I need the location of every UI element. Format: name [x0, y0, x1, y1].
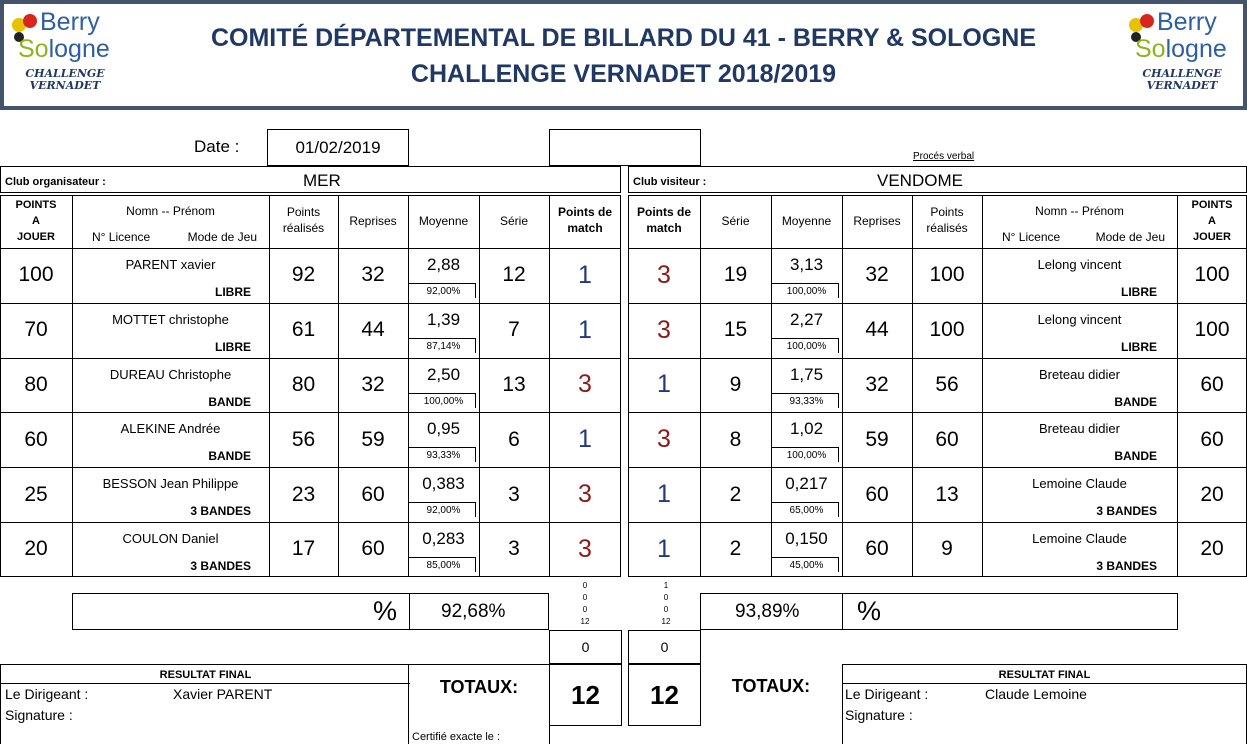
game-mode: 3 BANDES — [190, 504, 251, 519]
away-result-box — [842, 664, 1247, 744]
header-text: Points de — [557, 205, 612, 219]
points-scored: 80 — [291, 372, 316, 396]
moyenne-cell — [771, 412, 842, 467]
reprises-value: 60 — [865, 482, 889, 506]
home-totaux-label: TOTAUX: — [439, 677, 519, 697]
header-text: Points de — [636, 205, 691, 219]
proces-verbal-label: Procés verbal — [913, 151, 975, 162]
home-club-label: Club organisateur : — [5, 176, 106, 188]
moyenne-cell — [408, 248, 479, 303]
percentage-value: 85,00% — [426, 560, 461, 571]
player-name: ALEKINE Andrée — [120, 421, 221, 437]
points-scored: 56 — [291, 427, 316, 451]
game-mode: BANDE — [1114, 394, 1157, 409]
home-result-box — [0, 664, 409, 744]
points-scored: 61 — [291, 318, 316, 342]
header-text: Reprises — [853, 214, 901, 228]
match-points: 1 — [657, 534, 671, 563]
reprises-value: 59 — [865, 427, 889, 451]
moyenne-cell — [408, 522, 479, 577]
away-totaux-label: TOTAUX: — [731, 676, 811, 696]
player-name: Breteau didier — [1039, 421, 1120, 437]
away-zero-box: 0 — [628, 630, 701, 664]
percentage-value: 100,00% — [786, 340, 827, 352]
moyenne-value: 3,13 — [789, 255, 824, 274]
header-text: Moyenne — [781, 214, 832, 228]
header-text: réalisés — [926, 221, 968, 235]
match-points: 3 — [657, 425, 671, 454]
player-cell — [72, 358, 269, 413]
serie-value: 3 — [508, 482, 520, 506]
points-to-play: 60 — [1200, 427, 1224, 451]
points-to-play: 25 — [24, 482, 48, 506]
moyenne-value: 2,88 — [426, 255, 461, 274]
logo-word-berry: Berry — [1157, 8, 1217, 36]
header-pr — [269, 195, 338, 248]
percentage-value: 87,14% — [426, 340, 461, 352]
header-title-line2: CHALLENGE VERNADET 2018/2019 — [410, 60, 837, 88]
header-moy — [771, 195, 842, 248]
match-points: 1 — [578, 315, 592, 344]
moyenne-cell — [771, 467, 842, 522]
player-name: MOTTET christophe — [112, 311, 229, 327]
player-name: DUREAU Christophe — [109, 366, 232, 382]
away-percentage-bar — [700, 593, 1178, 630]
reprises-value: 44 — [361, 318, 385, 342]
header-text: match — [567, 221, 603, 235]
header-text: Reprises — [349, 214, 397, 228]
player-name: Lelong vincent — [1037, 257, 1122, 272]
moyenne-value: 0,283 — [422, 529, 465, 548]
header-rep — [842, 195, 912, 248]
moyenne-value: 2,27 — [789, 309, 824, 329]
serie-value: 6 — [508, 427, 520, 451]
points-to-play: 70 — [24, 318, 48, 342]
serie-value: 19 — [723, 263, 748, 287]
reprises-value: 32 — [361, 263, 385, 287]
points-to-play: 100 — [1194, 263, 1230, 287]
home-club-bar — [0, 166, 621, 193]
divider — [771, 557, 838, 558]
reprises-value: 60 — [361, 537, 385, 561]
logo-right — [1127, 10, 1237, 105]
percentage-value: 45,00% — [789, 560, 824, 571]
header-text: JOUER — [1193, 231, 1231, 243]
moyenne-value: 0,217 — [785, 474, 828, 494]
header-text: N° Licence — [92, 230, 151, 244]
away-dirigeant-label: Le Dirigeant : — [845, 686, 929, 702]
player-name: BESSON Jean Philippe — [102, 476, 239, 492]
billiard-ball-icon — [23, 14, 37, 28]
player-cell — [982, 412, 1177, 467]
home-dirigeant-label: Le Dirigeant : — [5, 686, 89, 702]
game-mode: LIBRE — [215, 339, 251, 354]
game-mode: BANDE — [208, 394, 251, 409]
player-cell — [72, 303, 269, 358]
header-pm — [628, 195, 700, 248]
percentage-value: 92,00% — [426, 505, 461, 517]
player-cell — [72, 467, 269, 522]
header-text: Nomn -- Prénom — [1035, 204, 1124, 218]
player-name: Lelong vincent — [1037, 311, 1122, 327]
divider — [842, 594, 843, 629]
percentage-value: 92,00% — [426, 286, 461, 297]
points-to-play: 60 — [1200, 372, 1224, 396]
serie-value: 2 — [729, 482, 742, 506]
serie-value: 8 — [729, 427, 742, 451]
serie-value: 12 — [502, 263, 526, 287]
moyenne-value: 2,50 — [426, 364, 461, 384]
away-club-bar — [628, 166, 1247, 193]
away-small-column: 1 0 0 12 — [661, 581, 671, 626]
serie-value: 15 — [723, 318, 748, 342]
billiard-ball-icon — [1140, 14, 1154, 28]
moyenne-cell — [771, 522, 842, 577]
home-small-column: 0 0 0 12 — [580, 581, 590, 626]
divider — [408, 447, 475, 448]
header-pr — [912, 195, 982, 248]
header-text: Points — [286, 205, 321, 219]
divider — [771, 338, 838, 339]
header-text: Moyenne — [418, 214, 469, 228]
header-text: A — [1208, 215, 1216, 227]
moyenne-value: 1,39 — [426, 309, 461, 329]
home-pct-total: 92,68% — [441, 601, 506, 622]
points-scored: 60 — [935, 427, 959, 451]
header-text: N° Licence — [1002, 230, 1061, 244]
player-name: Lemoine Claude — [1032, 531, 1127, 546]
header-name — [72, 195, 269, 248]
points-to-play: 100 — [1194, 318, 1230, 342]
moyenne-cell — [408, 412, 479, 467]
header-pj — [1177, 195, 1247, 248]
match-points: 1 — [578, 260, 592, 289]
certifie-label: Certifié exacte le : — [412, 731, 501, 743]
points-scored: 100 — [929, 263, 965, 287]
divider — [408, 502, 475, 503]
divider — [771, 283, 838, 284]
header-serie — [479, 195, 549, 248]
player-cell — [982, 522, 1177, 577]
reprises-value: 60 — [865, 537, 889, 561]
logo-challenge-text: CHALLENGE VERNADET — [25, 67, 105, 92]
logo-word-berry: Berry — [40, 8, 100, 36]
header-moy — [408, 195, 479, 248]
divider — [408, 283, 475, 284]
header-text: Mode de Jeu — [1095, 230, 1165, 244]
match-points: 3 — [578, 370, 592, 399]
match-points: 3 — [578, 534, 592, 563]
header-text: Points — [930, 205, 964, 219]
player-name: Breteau didier — [1039, 366, 1120, 382]
header-name — [982, 195, 1177, 248]
away-club-name: VENDOME — [877, 171, 963, 190]
percentage-value: 100,00% — [423, 395, 464, 407]
reprises-value: 60 — [361, 482, 385, 506]
header-banner — [0, 0, 1247, 110]
moyenne-cell — [408, 303, 479, 358]
header-text: Mode de Jeu — [187, 230, 257, 244]
moyenne-value: 1,75 — [789, 364, 824, 384]
match-points: 3 — [657, 315, 671, 344]
divider — [408, 557, 475, 558]
player-name: COULON Daniel — [122, 531, 219, 546]
match-points: 3 — [578, 480, 592, 509]
serie-value: 9 — [729, 372, 742, 396]
header-text: match — [646, 221, 682, 235]
divider — [408, 393, 475, 394]
moyenne-cell — [408, 358, 479, 413]
points-scored: 100 — [929, 318, 965, 342]
header-text: Nomn -- Prénom — [126, 204, 215, 218]
match-points: 1 — [657, 480, 671, 509]
player-cell — [72, 522, 269, 577]
points-scored: 92 — [291, 263, 316, 287]
divider — [843, 683, 1246, 684]
home-club-name: MER — [303, 171, 341, 190]
home-zero-box: 0 — [549, 630, 622, 664]
header-serie — [700, 195, 771, 248]
header-rep — [338, 195, 408, 248]
points-to-play: 80 — [24, 372, 48, 396]
header-text: JOUER — [17, 231, 55, 243]
home-result-title: RESULTAT FINAL — [159, 669, 252, 681]
points-scored: 13 — [935, 482, 959, 506]
percentage-value: 93,33% — [426, 450, 461, 462]
away-pct-symbol: % — [857, 596, 882, 626]
moyenne-value: 0,150 — [785, 529, 828, 548]
away-pct-total: 93,89% — [735, 601, 800, 622]
serie-value: 13 — [502, 372, 526, 396]
moyenne-cell — [771, 358, 842, 413]
points-to-play: 20 — [24, 537, 48, 561]
logo-left — [10, 10, 120, 105]
percentage-value: 100,00% — [786, 450, 827, 462]
percentage-value: 65,00% — [789, 505, 824, 517]
player-cell — [982, 248, 1177, 303]
player-cell — [982, 303, 1177, 358]
moyenne-value: 0,383 — [422, 474, 465, 494]
points-scored: 9 — [941, 537, 953, 561]
home-totaux-box — [408, 664, 550, 744]
game-mode: LIBRE — [215, 285, 251, 299]
away-result-title: RESULTAT FINAL — [998, 669, 1091, 681]
divider — [409, 594, 410, 629]
serie-value: 3 — [508, 537, 520, 561]
reprises-value: 32 — [361, 372, 385, 396]
away-signature-label: Signature : — [845, 707, 913, 723]
moyenne-cell — [771, 248, 842, 303]
points-scored: 56 — [935, 372, 959, 396]
header-title-line1: COMITÉ DÉPARTEMENTAL DE BILLARD DU 41 - BERRY & SOLOGNE — [210, 24, 1037, 52]
game-mode: BANDE — [208, 449, 251, 464]
header-text: Série — [721, 214, 750, 228]
divider — [771, 502, 838, 503]
date-field[interactable]: 01/02/2019 — [267, 129, 409, 166]
home-total-value: 12 — [549, 664, 622, 726]
reprises-value: 32 — [865, 372, 889, 396]
away-totaux-box — [700, 664, 842, 744]
header-text: réalisés — [282, 221, 325, 235]
home-percentage-bar — [72, 593, 549, 630]
serie-value: 2 — [729, 537, 742, 561]
game-mode: LIBRE — [1121, 285, 1157, 299]
match-points: 3 — [657, 260, 671, 289]
home-signature-label: Signature : — [5, 707, 73, 723]
game-mode: 3 BANDES — [1096, 504, 1157, 519]
percentage-value: 93,33% — [789, 395, 824, 407]
divider — [408, 338, 475, 339]
divider — [771, 447, 838, 448]
logo-word-sologne: Sologne — [1135, 35, 1227, 63]
date-label: Date : — [194, 137, 240, 156]
away-club-label: Club visiteur : — [633, 176, 707, 188]
game-mode: 3 BANDES — [1096, 559, 1157, 573]
player-name: PARENT xavier — [125, 257, 216, 272]
away-dirigeant-name: Claude Lemoine — [985, 686, 1087, 702]
player-cell — [72, 412, 269, 467]
player-cell — [982, 358, 1177, 413]
away-total-value: 12 — [628, 664, 701, 726]
home-pct-symbol: % — [373, 596, 398, 626]
game-mode: BANDE — [1114, 449, 1157, 464]
moyenne-value: 0,95 — [426, 419, 461, 439]
header-text: POINTS — [15, 199, 57, 211]
reprises-value: 32 — [865, 263, 889, 287]
game-mode: LIBRE — [1121, 339, 1157, 354]
serie-value: 7 — [508, 318, 520, 342]
points-to-play: 100 — [18, 263, 54, 287]
points-to-play: 20 — [1200, 537, 1224, 561]
points-scored: 17 — [291, 537, 316, 561]
logo-word-sologne: Sologne — [18, 35, 110, 63]
header-text: POINTS — [1191, 199, 1233, 211]
header-text: Série — [499, 214, 528, 228]
percentage-value: 100,00% — [786, 286, 827, 297]
points-to-play: 60 — [24, 427, 48, 451]
match-points: 1 — [657, 370, 671, 399]
logo-challenge-text: CHALLENGE VERNADET — [1142, 67, 1222, 92]
divider — [1, 683, 410, 684]
blank-box — [549, 129, 701, 166]
moyenne-value: 1,02 — [789, 419, 824, 439]
header-pj — [0, 195, 72, 248]
moyenne-cell — [771, 303, 842, 358]
divider — [771, 393, 838, 394]
header-pm — [549, 195, 621, 248]
player-name: Lemoine Claude — [1032, 476, 1127, 492]
points-to-play: 20 — [1200, 482, 1224, 506]
home-dirigeant-name: Xavier PARENT — [173, 686, 273, 702]
match-points: 1 — [578, 425, 592, 454]
moyenne-cell — [408, 467, 479, 522]
player-cell — [982, 467, 1177, 522]
header-text: A — [32, 215, 40, 227]
points-scored: 23 — [291, 482, 316, 506]
game-mode: 3 BANDES — [190, 559, 251, 573]
player-cell — [72, 248, 269, 303]
reprises-value: 59 — [361, 427, 385, 451]
reprises-value: 44 — [865, 318, 889, 342]
